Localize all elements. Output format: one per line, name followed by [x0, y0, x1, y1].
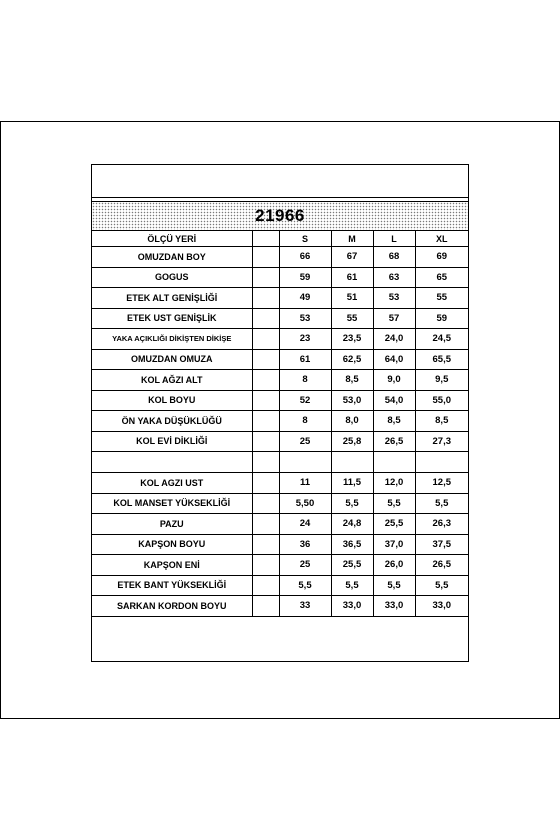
table-row [92, 473, 468, 494]
measurement-label [92, 452, 252, 473]
measurement-value: 61 [331, 267, 373, 288]
measurement-value: 49 [279, 288, 331, 309]
measurement-value: 9,0 [373, 370, 415, 391]
measurement-value: 59 [279, 267, 331, 288]
measurement-label: ETEK UST GENİŞLİK [92, 308, 252, 329]
blank-cell [252, 431, 279, 452]
measurement-value: 23 [279, 329, 331, 350]
header-size: S [279, 231, 331, 247]
measurement-label: KAPŞON ENİ [92, 555, 252, 576]
blank-cell [252, 452, 279, 473]
table-row [92, 370, 468, 391]
measurement-value: 27,3 [415, 431, 468, 452]
measurement-value: 26,0 [373, 555, 415, 576]
table-row [92, 349, 468, 370]
blank-cell [252, 493, 279, 514]
measurement-label: ETEK ALT GENİŞLİĞİ [92, 288, 252, 309]
measurement-value: 25,8 [331, 431, 373, 452]
blank-cell [252, 349, 279, 370]
size-table [92, 231, 468, 617]
measurement-value: 26,5 [415, 555, 468, 576]
measurement-value: 67 [331, 247, 373, 268]
product-code: 21966 [255, 206, 305, 225]
measurement-value: 8,5 [415, 411, 468, 432]
measurement-value: 53 [279, 308, 331, 329]
measurement-value: 55,0 [415, 390, 468, 411]
measurement-value: 24,0 [373, 329, 415, 350]
measurement-value [331, 452, 373, 473]
measurement-value: 53 [373, 288, 415, 309]
measurement-label: PAZU [92, 514, 252, 535]
measurement-value: 5,5 [373, 575, 415, 596]
measurement-value: 24,8 [331, 514, 373, 535]
measurement-label: YAKA AÇIKLIĞI DİKİŞTEN DİKİŞE [92, 329, 252, 350]
blank-cell [252, 575, 279, 596]
measurement-value: 69 [415, 247, 468, 268]
measurement-value: 25 [279, 555, 331, 576]
measurement-value: 64,0 [373, 349, 415, 370]
header-size: L [373, 231, 415, 247]
header-size: XL [415, 231, 468, 247]
measurement-value: 12,5 [415, 473, 468, 494]
measurement-value: 26,5 [373, 431, 415, 452]
blank-cell [252, 231, 279, 247]
measurement-value: 66 [279, 247, 331, 268]
measurement-value: 36 [279, 534, 331, 555]
measurement-value: 33,0 [373, 596, 415, 617]
measurement-value: 36,5 [331, 534, 373, 555]
product-code-band [92, 201, 468, 231]
measurement-value: 54,0 [373, 390, 415, 411]
measurement-value: 5,5 [331, 493, 373, 514]
measurement-label: OMUZDAN OMUZA [92, 349, 252, 370]
measurement-value: 52 [279, 390, 331, 411]
measurement-label: KOL EVİ DİKLİĞİ [92, 431, 252, 452]
table-row [92, 514, 468, 535]
blank-cell [252, 308, 279, 329]
measurement-label: ÖN YAKA DÜŞÜKLÜĞÜ [92, 411, 252, 432]
measurement-label: KOL AGZI UST [92, 473, 252, 494]
measurement-value: 62,5 [331, 349, 373, 370]
spacer-row [92, 452, 468, 473]
table-row [92, 288, 468, 309]
table-row [92, 390, 468, 411]
table-row [92, 247, 468, 268]
measurement-value: 55 [331, 308, 373, 329]
measurement-value: 37,5 [415, 534, 468, 555]
measurement-value: 65 [415, 267, 468, 288]
blank-cell [252, 596, 279, 617]
blank-cell [252, 555, 279, 576]
measurement-value: 8 [279, 370, 331, 391]
header-row [92, 231, 468, 247]
measurement-value: 11,5 [331, 473, 373, 494]
measurement-value: 68 [373, 247, 415, 268]
measurement-value: 5,5 [279, 575, 331, 596]
blank-cell [252, 473, 279, 494]
table-row [92, 493, 468, 514]
measurement-value: 63 [373, 267, 415, 288]
measurement-value: 5,5 [415, 575, 468, 596]
blank-cell [252, 390, 279, 411]
blank-cell [252, 288, 279, 309]
table-row [92, 411, 468, 432]
blank-cell [252, 329, 279, 350]
measurement-value: 23,5 [331, 329, 373, 350]
measurement-value: 5,5 [331, 575, 373, 596]
measurement-value: 8,0 [331, 411, 373, 432]
measurement-label: KOL BOYU [92, 390, 252, 411]
measurement-value: 65,5 [415, 349, 468, 370]
measurement-value: 25,5 [373, 514, 415, 535]
measurement-value: 11 [279, 473, 331, 494]
table-row [92, 534, 468, 555]
blank-cell [252, 370, 279, 391]
measurement-value: 33,0 [415, 596, 468, 617]
sheet-header-blank [92, 165, 468, 198]
measurement-value: 33 [279, 596, 331, 617]
measurement-value: 51 [331, 288, 373, 309]
measurement-value: 61 [279, 349, 331, 370]
measurement-label: ETEK BANT YÜKSEKLİĞİ [92, 575, 252, 596]
measurement-value: 5,50 [279, 493, 331, 514]
measurement-value: 5,5 [415, 493, 468, 514]
measurement-value: 33,0 [331, 596, 373, 617]
measurement-value: 59 [415, 308, 468, 329]
measurement-label: KOL MANSET YÜKSEKLİĞİ [92, 493, 252, 514]
measurement-value: 9,5 [415, 370, 468, 391]
blank-cell [252, 267, 279, 288]
measurement-value: 25,5 [331, 555, 373, 576]
measurement-value [415, 452, 468, 473]
measurement-label: KAPŞON BOYU [92, 534, 252, 555]
header-size: M [331, 231, 373, 247]
table-row [92, 267, 468, 288]
measurement-value: 57 [373, 308, 415, 329]
blank-cell [252, 411, 279, 432]
measurement-value: 53,0 [331, 390, 373, 411]
measurement-label: KOL AĞZI ALT [92, 370, 252, 391]
measurement-value: 5,5 [373, 493, 415, 514]
table-row [92, 596, 468, 617]
blank-cell [252, 247, 279, 268]
measurement-label: SARKAN KORDON BOYU [92, 596, 252, 617]
measurement-value: 8,5 [373, 411, 415, 432]
measurement-value: 8,5 [331, 370, 373, 391]
measurement-value: 24 [279, 514, 331, 535]
measurement-value: 24,5 [415, 329, 468, 350]
blank-cell [252, 534, 279, 555]
table-row [92, 329, 468, 350]
measurement-label: GOGUS [92, 267, 252, 288]
blank-cell [252, 514, 279, 535]
measurement-value: 55 [415, 288, 468, 309]
table-row [92, 308, 468, 329]
measurement-value: 8 [279, 411, 331, 432]
measurement-value: 37,0 [373, 534, 415, 555]
measurement-value [373, 452, 415, 473]
table-row [92, 431, 468, 452]
measurement-value [279, 452, 331, 473]
size-chart-sheet [91, 164, 469, 662]
measurement-value: 25 [279, 431, 331, 452]
measurement-value: 12,0 [373, 473, 415, 494]
header-label: ÖLÇÜ YERİ [92, 231, 252, 247]
table-row [92, 575, 468, 596]
measurement-value: 26,3 [415, 514, 468, 535]
table-row [92, 555, 468, 576]
measurement-label: OMUZDAN BOY [92, 247, 252, 268]
